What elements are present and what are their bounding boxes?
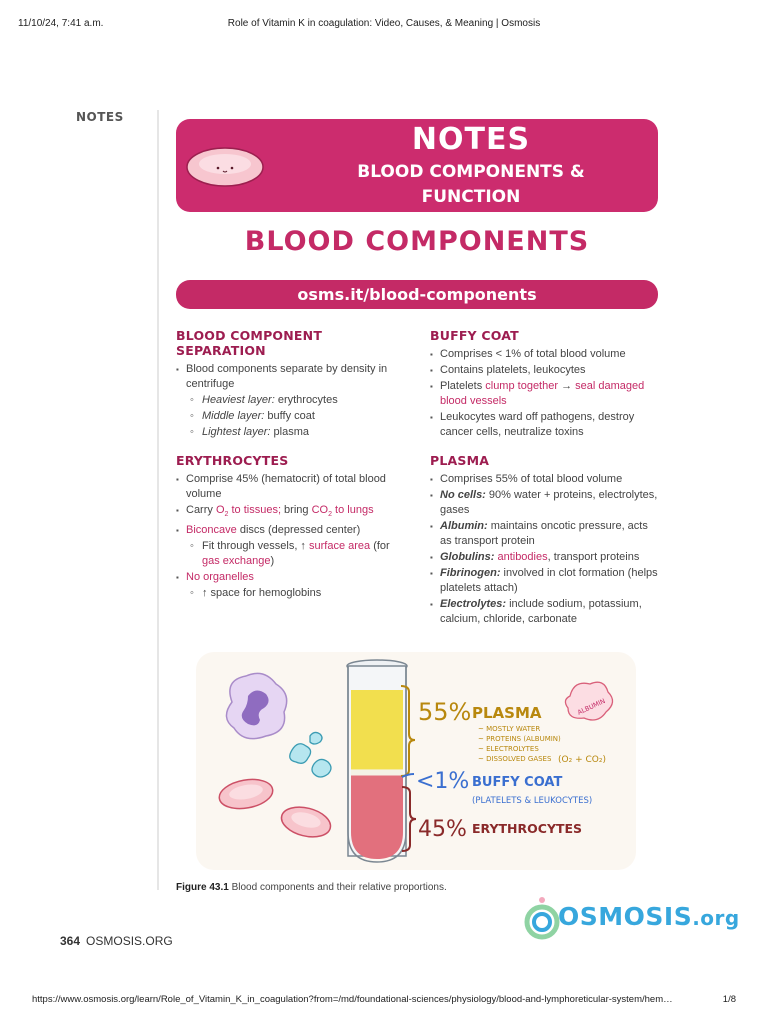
list-item [176,393,404,408]
plasma-item: ~ ELECTROLYTES [478,745,539,753]
list-item [176,409,404,424]
notes-banner [176,119,658,212]
erythrocytes-heading: ERYTHROCYTES [176,453,289,468]
text: O [215,504,225,516]
lightest-label: Lightest layer: [202,426,271,438]
text: , transport proteins [547,551,640,563]
figure-caption-label: Figure 43.1 [176,882,229,893]
fibrinogen-label: Fibrinogen: [440,567,501,579]
text: maintains oncotic pressure, acts as transport protein [440,520,648,547]
page-footer-brand: OSMOSIS.ORG [86,934,173,948]
middle-value: buffy coat [264,410,315,422]
banner-subtitle-line2: FUNCTION [421,187,521,207]
list-item: ▪ Comprises 55% of total blood volume [430,472,662,487]
list-item [430,566,662,596]
section-title: BLOOD COMPONENTS [244,226,590,257]
print-header [0,18,768,34]
no-cells-label: No cells: [440,489,486,501]
text: Carry [186,504,216,516]
banner-title: NOTES [411,122,531,157]
print-datetime: 11/10/24, 7:41 a.m. [18,18,104,29]
text: Platelets [440,380,486,392]
print-page-title: Role of Vitamin K in coagulation: Video, Causes, & Meaning | Osmosis [227,18,541,29]
logo-suffix: .org [692,906,740,930]
banner-subtitle [286,160,656,210]
text: to tissues; [228,504,281,516]
buffy-coat-list [430,347,662,440]
gas-exchange-link[interactable]: gas exchange [202,555,271,568]
list-item [430,597,662,627]
print-url[interactable]: https://www.osmosis.org/learn/Role_of_Vitamin_K_in_coagulation?from=/md/foundational-sciences/physiology/blood-and-lymphoreticular-system/hem… [32,994,673,1005]
text: ) [270,555,275,568]
blood-components-figure [196,652,636,870]
clump-together-link[interactable]: clump together [485,380,559,392]
middle-label: Middle layer: [202,410,265,422]
list-item: ▪ Comprises < 1% of total blood volume [430,347,662,362]
list-item [430,488,662,518]
plasma-item: ~ DISSOLVED GASES [478,755,552,763]
list-item [176,523,404,538]
margin-divider [157,110,159,890]
plasma-item: ~ PROTEINS (ALBUMIN) [478,735,561,743]
list-item [176,539,404,569]
list-item: ▪ Contains platelets, leukocytes [430,363,662,378]
plasma-layer [351,690,403,769]
plasma-list [430,472,662,627]
print-page-count: 1/8 [722,994,736,1005]
erythrocytes-list [176,472,404,601]
list-item: ▪ Comprise 45% (hematocrit) of total blood volume [176,472,404,502]
margin-notes-label: NOTES [76,110,124,124]
print-footer [0,994,768,1010]
test-tube [347,660,407,862]
co2-link[interactable] [311,504,374,519]
surface-area-link[interactable]: surface area [309,540,371,553]
subscript: 2 [224,511,229,519]
text: to lungs [331,504,374,516]
buffy-coat-percent: <1% [416,769,470,794]
list-item [430,379,662,409]
separation-list [176,362,404,440]
text: → [558,380,576,392]
link-bar[interactable]: osms.it/blood-components [176,280,658,309]
biconcave-link[interactable]: Biconcave [186,524,237,537]
heaviest-label: Heaviest layer: [202,394,275,406]
text: (for [370,540,390,553]
plasma-item: ~ MOSTLY WATER [478,725,541,733]
figure-caption [176,882,447,893]
list-item [176,503,404,522]
osmosis-logo [522,894,740,944]
buffy-coat-heading: BUFFY COAT [430,328,519,343]
text: CO [311,504,329,516]
banner-subtitle-line1: BLOOD COMPONENTS & [357,162,585,182]
osmosis-logo-text [558,902,740,931]
erythrocytes-percent: 45% [418,817,467,842]
left-column [176,328,404,602]
list-item: ◦ ↑ space for hemoglobins [176,586,404,601]
list-item: ▪ Leukocytes ward off pathogens, destroy cancer cells, neutralize toxins [430,410,662,440]
figure-caption-text: Blood components and their relative proportions. [228,882,447,893]
albumin-label: Albumin: [440,520,488,532]
erythrocytes-label: ERYTHROCYTES [472,821,583,836]
globulins-label: Globulins: [440,551,495,563]
buffy-coat-sublabel: (PLATELETS & LEUKOCYTES) [472,796,593,806]
page-footer [60,934,173,948]
list-item [176,570,404,585]
text: involved in clot formation (helps platelets attach) [440,567,658,594]
list-item [430,519,662,549]
page-number: 364 [60,934,81,948]
lightest-value: plasma [270,426,310,438]
text: discs (depressed center) [236,524,361,537]
buffy-coat-layer [351,769,403,775]
plasma-heading: PLASMA [430,453,490,468]
list-item: ▪ Blood components separate by density in centrifuge [176,362,404,392]
plasma-percent: 55% [418,698,472,726]
text: 90% water + proteins, electrolytes, gases [440,489,658,516]
text: include sodium, potassium, calcium, chloride, carbonate [440,598,642,625]
o2-link[interactable] [215,504,281,519]
antibodies-link[interactable]: antibodies [497,551,548,563]
no-organelles-link[interactable]: No organelles [186,571,254,584]
separation-heading: BLOOD COMPONENT SEPARATION [176,328,323,358]
red-blood-cell-icon [184,143,266,189]
text: Fit through vessels, ↑ [202,540,309,553]
list-item [176,425,404,440]
erythrocyte-layer [351,775,403,859]
osmosis-logo-icon [522,894,562,944]
dissolved-gases: (O₂ + CO₂) [558,755,606,765]
heaviest-value: erythrocytes [274,394,338,406]
right-column [430,328,662,628]
seal-vessels-link[interactable]: seal damaged blood vessels [440,380,645,407]
text: bring [281,504,312,516]
list-item [430,550,662,565]
albumin-tag: ALBUMIN [576,696,607,717]
buffy-coat-label: BUFFY COAT [472,775,563,790]
logo-word: OSMOSIS [558,902,693,931]
plasma-label: PLASMA [472,704,542,722]
subscript: 2 [328,511,332,519]
electrolytes-label: Electrolytes: [440,598,507,610]
